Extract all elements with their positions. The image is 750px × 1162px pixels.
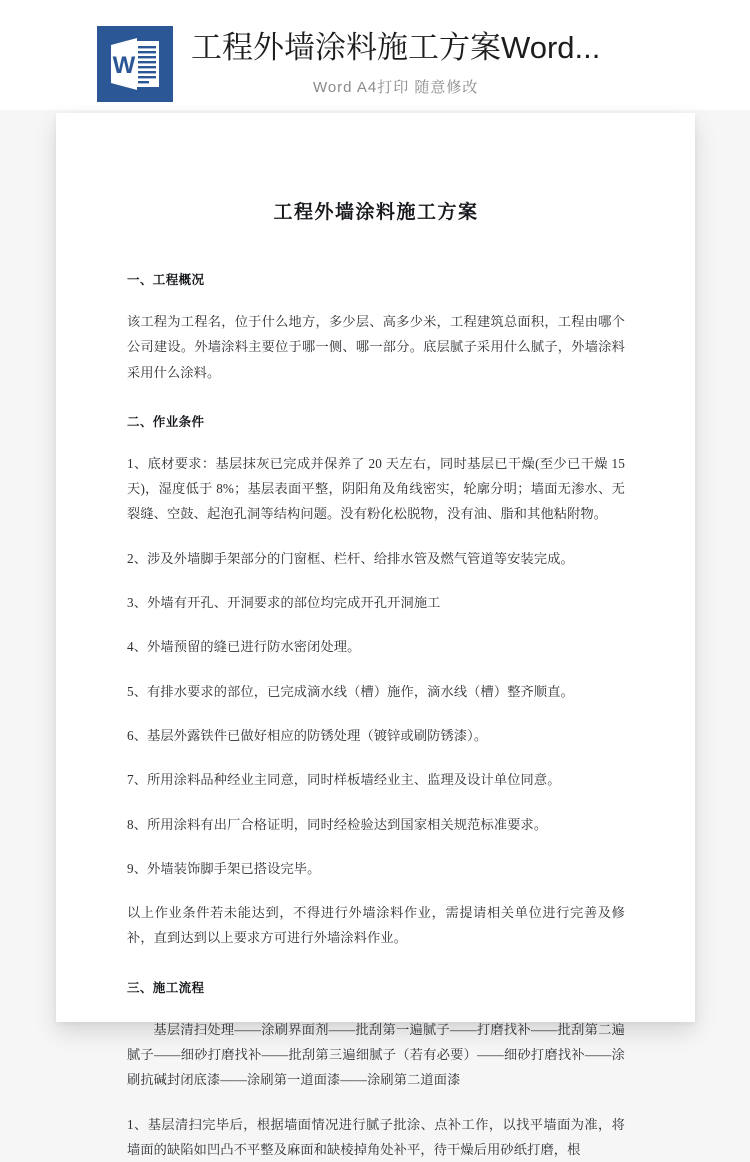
section-3-paragraph-2: 1、基层清扫完毕后，根据墙面情况进行腻子批涂、点补工作，以找平墙面为准，将墙面的缺陷如凹凸不平整及麻面和缺棱掉角处补平，待干燥后用砂纸打磨，根 [127, 1116, 625, 1157]
section-heading-2: 二、作业条件 [127, 414, 205, 429]
document-page [56, 113, 695, 1157]
spacer [127, 385, 625, 413]
section-2-paragraph-9: 9、外墙装饰脚手架已搭设完毕。 [127, 860, 321, 876]
spacer [127, 837, 625, 856]
spacer [127, 951, 625, 979]
spacer [127, 998, 625, 1017]
spacer [127, 227, 625, 271]
section-2-paragraph-5: 5、有排水要求的部位，已完成滴水线（槽）施作，滴水线（槽）整齐顺直。 [127, 683, 574, 699]
section-2-paragraph-8: 8、所用涂料有出厂合格证明，同时经检验达到国家相关规范标准要求。 [127, 816, 548, 832]
spacer [127, 748, 625, 767]
preview-title: 工程外墙涂料施工方案Word... [191, 30, 601, 65]
header-inner [97, 26, 600, 102]
spacer [127, 1093, 625, 1112]
section-2-paragraph-10: 以上作业条件若未能达到，不得进行外墙涂料作业，需提请相关单位进行完善及修补，直到达到以上要求方可进行外墙涂料作业。 [127, 905, 625, 946]
section-3-paragraph-1: 基层清扫处理——涂刷界面剂——批刮第一遍腻子——打磨找补——批刮第二遍腻子——细砂打磨找补——批刮第三遍细腻子（若有必要）——细砂打磨找补——涂刷抗碱封闭底漆——涂刷第一道面漆——涂刷第二道面漆 [127, 1021, 625, 1088]
section-2-paragraph-6: 6、基层外露铁件已做好相应的防锈处理（镀锌或刷防锈漆）。 [127, 727, 488, 743]
spacer [127, 432, 625, 451]
spacer [127, 527, 625, 546]
section-2-paragraph-1: 1、底材要求：基层抹灰已完成并保养了 20 天左右，同时基层已干燥(至少已干燥 15 天)，湿度低于 8%；基层表面平整，阴阳角及角线密实，轮廓分明；墙面无渗水、无裂缝、空鼓、起泡孔洞等结构问题。没有粉化松脱物，没有油、脂和其他粘附物。 [127, 455, 625, 522]
word-document-icon [97, 26, 173, 102]
header-text [191, 26, 600, 99]
section-2-paragraph-4: 4、外墙预留的缝已进行防水密闭处理。 [127, 639, 361, 655]
document-title: 工程外墙涂料施工方案 [273, 202, 479, 223]
document-body [127, 113, 625, 1157]
spacer [127, 660, 625, 679]
spacer [127, 793, 625, 812]
section-2-paragraph-7: 7、所用涂料品种经业主同意，同时样板墙经业主、监理及设计单位同意。 [127, 772, 561, 788]
section-heading-1: 一、工程概况 [127, 273, 205, 287]
document-sheet [56, 113, 695, 1157]
section-heading-3: 三、施工流程 [127, 980, 205, 995]
spacer [127, 881, 625, 900]
spacer [127, 571, 625, 590]
section-2-paragraph-3: 3、外墙有开孔、开洞要求的部位均完成开孔开洞施工 [127, 595, 441, 611]
spacer [127, 704, 625, 723]
spacer [127, 290, 625, 309]
section-2-paragraph-2: 2、涉及外墙脚手架部分的门窗框、栏杆、给排水管及燃气管道等安装完成。 [127, 550, 574, 566]
section-1-paragraph-1: 该工程为工程名，位于什么地方，多少层、高多少米，工程建筑总面积，工程由哪个公司建设。外墙涂料主要位于哪一侧、哪一部分。底层腻子采用什么腻子，外墙涂料采用什么涂料。 [127, 314, 625, 380]
preview-subtitle: Word A4打印 随意修改 [312, 79, 479, 96]
spacer [127, 615, 625, 634]
svg-text:W: W [112, 52, 136, 79]
preview-header [0, 0, 750, 110]
